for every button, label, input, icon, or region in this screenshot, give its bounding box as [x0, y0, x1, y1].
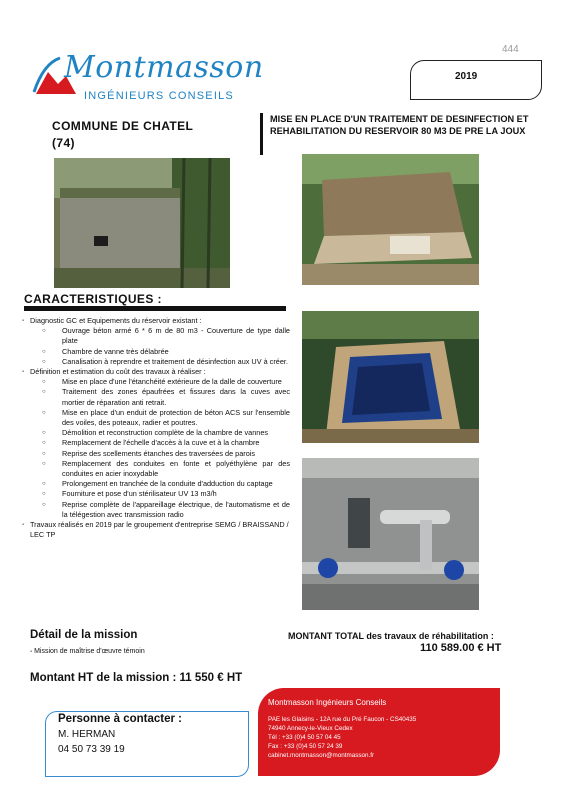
contact-phone: 04 50 73 39 19 — [58, 744, 125, 755]
page-number: 444 — [502, 44, 519, 55]
year-box — [410, 60, 542, 100]
company-tel: Tél : +33 (0)4 50 57 04 45 — [268, 734, 341, 741]
company-name: Montmasson Ingénieurs Conseils — [268, 698, 387, 707]
commune-name — [52, 118, 232, 152]
list-item: ○ Ouvrage béton armé 6 * 6 m de 80 m3 - Couverture de type dalle plate — [22, 326, 290, 346]
company-address-1: PAE les Glaisins - 12A rue du Pré Faucon - CS40435 — [268, 716, 417, 723]
list-item: ○ Mise en place d'une l'étanchéité extérieure de la dalle de couverture — [22, 377, 290, 387]
mission-heading: Détail de la mission — [30, 629, 138, 641]
list-item: ○ Reprise complète de l'appareillage électrique, de l'automatisme et de la télégestion avec transmission radio — [22, 500, 290, 520]
list-item: ○ Remplacement de l'échelle d'accès à la cuve et à la chambre — [22, 438, 290, 448]
company-logo — [28, 50, 264, 110]
diagnostic-intro: ▪ Diagnostic GC et Equipements du réservoir existant : — [22, 316, 290, 326]
company-info-panel — [258, 688, 500, 776]
mission-item: ▪ Mission de maîtrise d'œuvre témoin — [30, 648, 145, 655]
list-item: ○ Chambre de vanne très délabrée — [22, 347, 290, 357]
list-item: ○ Fourniture et pose d'un stérilisateur UV 13 m3/h — [22, 489, 290, 499]
list-item: ○ Reprise des scellements étanches des traversées de parois — [22, 449, 290, 459]
logo-subtitle: INGÉNIEURS CONSEILS — [84, 90, 234, 102]
characteristics-list — [22, 316, 290, 540]
works-completed: ▪ Travaux réalisés en 2019 par le groupement d'entreprise SEMG / BRAISSAND / LEC TP — [22, 520, 290, 540]
mission-item-label: Mission de maîtrise d'œuvre témoin — [34, 648, 145, 655]
project-title: MISE EN PLACE D'UN TRAITEMENT DE DESINFECTION ET REHABILITATION DU RESERVOIR 80 M3 DE PRE LA JOUX — [270, 114, 529, 136]
photo-valve-chamber — [302, 458, 479, 610]
commune-line-1: COMMUNE DE CHATEL — [52, 119, 194, 133]
photo-tank-formwork — [302, 311, 479, 443]
contact-heading: Personne à contacter : — [58, 713, 182, 725]
commune-line-2: (74) — [52, 136, 75, 150]
mission-fee: Montant HT de la mission : 11 550 € HT — [30, 672, 243, 684]
list-item: ○ Traitement des zones épaufrées et fissures dans la cuves avec mortier de réparation anti retrait. — [22, 387, 290, 407]
list-item: ○ Remplacement des conduites en fonte et polyéthylène par des conduites en acier inoxydable — [22, 459, 290, 479]
company-email: cabinet.montmasson@montmasson.fr — [268, 752, 375, 759]
list-item: ○ Canalisation à reprendre et traitement de désinfection aux UV à créer. — [22, 357, 290, 367]
photo-rehabilitated-reservoir — [302, 154, 479, 285]
title-accent-bar — [260, 113, 263, 155]
total-amount-label: MONTANT TOTAL des travaux de réhabilitation : — [288, 631, 494, 641]
contact-name: M. HERMAN — [58, 729, 116, 740]
list-item: ○ Prolongement en tranchée de la conduite d'adduction du captage — [22, 479, 290, 489]
list-item: ○ Démolition et reconstruction complète de la chambre de vannes — [22, 428, 290, 438]
definition-intro: ▪ Définition et estimation du coût des travaux à réaliser : — [22, 367, 290, 377]
characteristics-divider — [24, 306, 286, 311]
logo-name: Montmasson — [64, 50, 264, 85]
year-label: 2019 — [455, 71, 478, 82]
characteristics-heading: CARACTERISTIQUES : — [24, 292, 162, 306]
company-address-2: 74940 Annecy-le-Vieux Cedex — [268, 725, 353, 732]
company-fax: Fax : +33 (0)4 50 57 24 39 — [268, 743, 343, 750]
photo-existing-reservoir — [54, 158, 230, 288]
total-amount-value: 110 589.00 € HT — [420, 642, 502, 654]
list-item: ○ Mise en place d'un enduit de protection de béton ACS sur l'ensemble des voiles, des poteaux, radier et poutres. — [22, 408, 290, 428]
